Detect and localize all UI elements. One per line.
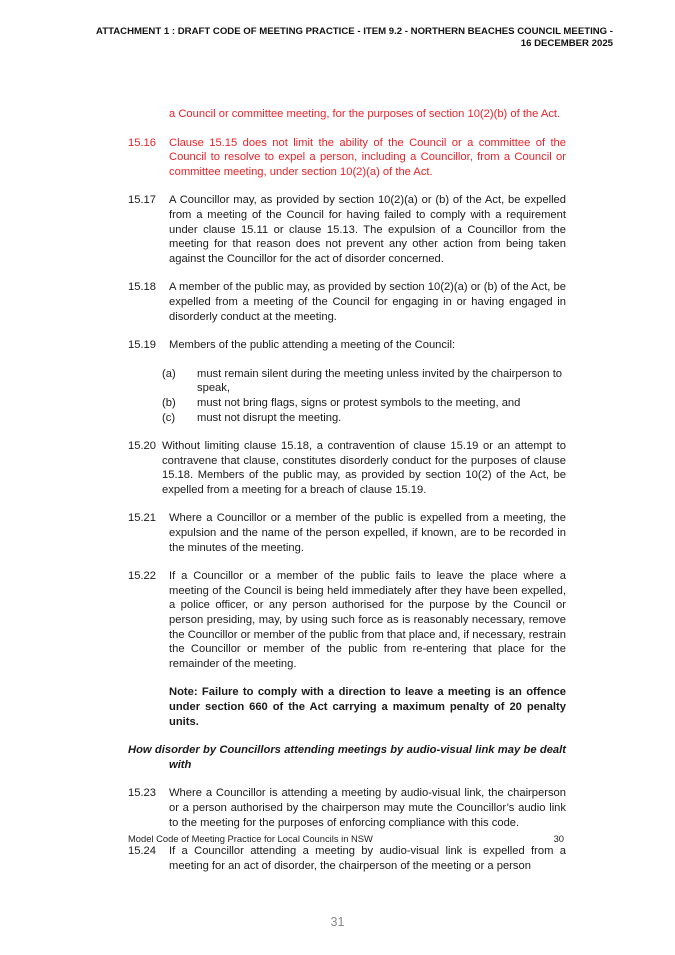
clause-text: If a Councillor attending a meeting by audio-visual link is expelled from a meeting for an act of disorder, the chairperson of the meeting or a person — [169, 845, 566, 872]
attachment-header — [13, 26, 613, 50]
sub-item-label: (a) — [162, 367, 176, 380]
clause-text: A member of the public may, as provided by section 10(2)(a) or (b) of the Act, be expelled from a meeting of the Council for engaging in or having engaged in disorderly conduct at the meeting. — [169, 281, 566, 323]
clause-number: 15.20 — [128, 440, 156, 453]
sub-item-text: must not bring flags, signs or protest symbols to the meeting, and — [197, 396, 521, 409]
header-line-1: ATTACHMENT 1 : DRAFT CODE OF MEETING PRACTICE - ITEM 9.2 - NORTHERN BEACHES COUNCIL MEETING - — [96, 26, 613, 37]
section-heading: How disorder by Councillors attending meetings by audio-visual link may be dealt with — [128, 744, 566, 771]
clause-number: 15.21 — [128, 512, 156, 525]
clause-number: 15.22 — [128, 570, 156, 583]
clause-15-24 — [128, 844, 566, 873]
clause-text: Without limiting clause 15.18, a contravention of clause 15.19 or an attempt to contravene that clause, constitutes disorderly conduct for the purposes of clause 15.18. Members of the public may, as provided by section 10(2) of the Act, be expelled from a meeting for a breach of clause 15.19. — [162, 440, 566, 496]
footer-title: Model Code of Meeting Practice for Local Councils in NSW — [128, 833, 373, 844]
clause-text: Members of the public attending a meeting of the Council: — [169, 339, 456, 352]
clause-15-20 — [128, 439, 566, 497]
clause-text: A Councillor may, as provided by section 10(2)(a) or (b) of the Act, be expelled from a meeting of the Council for having failed to comply with a requirement under clause 15.11 or clause 15.13. The expulsion of a Councillor from the meeting for that reason does not prevent any other action from being taken against the Councillor for the act of disorder concerned. — [169, 194, 566, 265]
clause-15-22 — [128, 569, 566, 671]
clause-text: Clause 15.15 does not limit the ability of the Council or a committee of the Council to resolve to expel a person, including a Councillor, from a Council or committee meeting, under section 10(2)(a) of the Act. — [169, 136, 566, 178]
continuation-text: a Council or committee meeting, for the purposes of section 10(2)(b) of the Act. — [169, 108, 561, 120]
sub-item-text: must remain silent during the meeting unless invited by the chairperson to speak, — [197, 367, 563, 395]
clause-15-23 — [128, 786, 566, 830]
clause-15-16 — [128, 136, 566, 180]
clause-number: 15.17 — [128, 194, 156, 207]
header-line-2: 16 DECEMBER 2025 — [520, 38, 613, 49]
sub-item-c — [162, 411, 566, 426]
sub-item-text: must not disrupt the meeting. — [197, 411, 342, 424]
offence-note: Note: Failure to comply with a direction to leave a meeting is an offence under section 660 of the Act carrying a maximum penalty of 20 penalty units. — [169, 686, 566, 728]
document-body — [128, 107, 566, 873]
page-number: 31 — [330, 915, 345, 929]
sub-item-label: (b) — [162, 396, 176, 409]
clause-number: 15.16 — [128, 136, 156, 149]
clause-text: Where a Councillor or a member of the public is expelled from a meeting, the expulsion and the name of the person expelled, if known, are to be recorded in the minutes of the meeting. — [169, 512, 566, 554]
clause-15-19 — [128, 338, 566, 353]
clause-15-19-sublist — [128, 367, 566, 425]
footer-page-number: 30 — [553, 833, 564, 844]
clause-text: If a Councillor or a member of the public fails to leave the place where a meeting of the Council is being held immediately after they have been expelled, a police officer, or any person authorised for the purpose by the Council or person presiding, may, by using such force as is reasonably necessary, remove the Councillor or member of the public from that place and, if necessary, restrain the Councillor or member of the public from re-entering that place for the remainder of the meeting. — [169, 570, 566, 670]
page-footer — [128, 833, 566, 844]
clause-15-21 — [128, 511, 566, 555]
clause-number: 15.23 — [128, 787, 156, 800]
clause-number: 15.19 — [128, 339, 156, 352]
clause-15-17 — [128, 193, 566, 266]
clause-text: Where a Councillor is attending a meeting by audio-visual link, the chairperson or a person authorised by the chairperson may mute the Councillor’s audio link to the meeting for the purposes of enforcing compliance with this code. — [169, 787, 566, 829]
sub-item-a — [162, 367, 566, 396]
clause-number: 15.24 — [128, 845, 156, 858]
clause-number: 15.18 — [128, 281, 156, 294]
sub-item-label: (c) — [162, 411, 176, 424]
clause-15-18 — [128, 280, 566, 324]
sub-item-b — [162, 396, 566, 411]
